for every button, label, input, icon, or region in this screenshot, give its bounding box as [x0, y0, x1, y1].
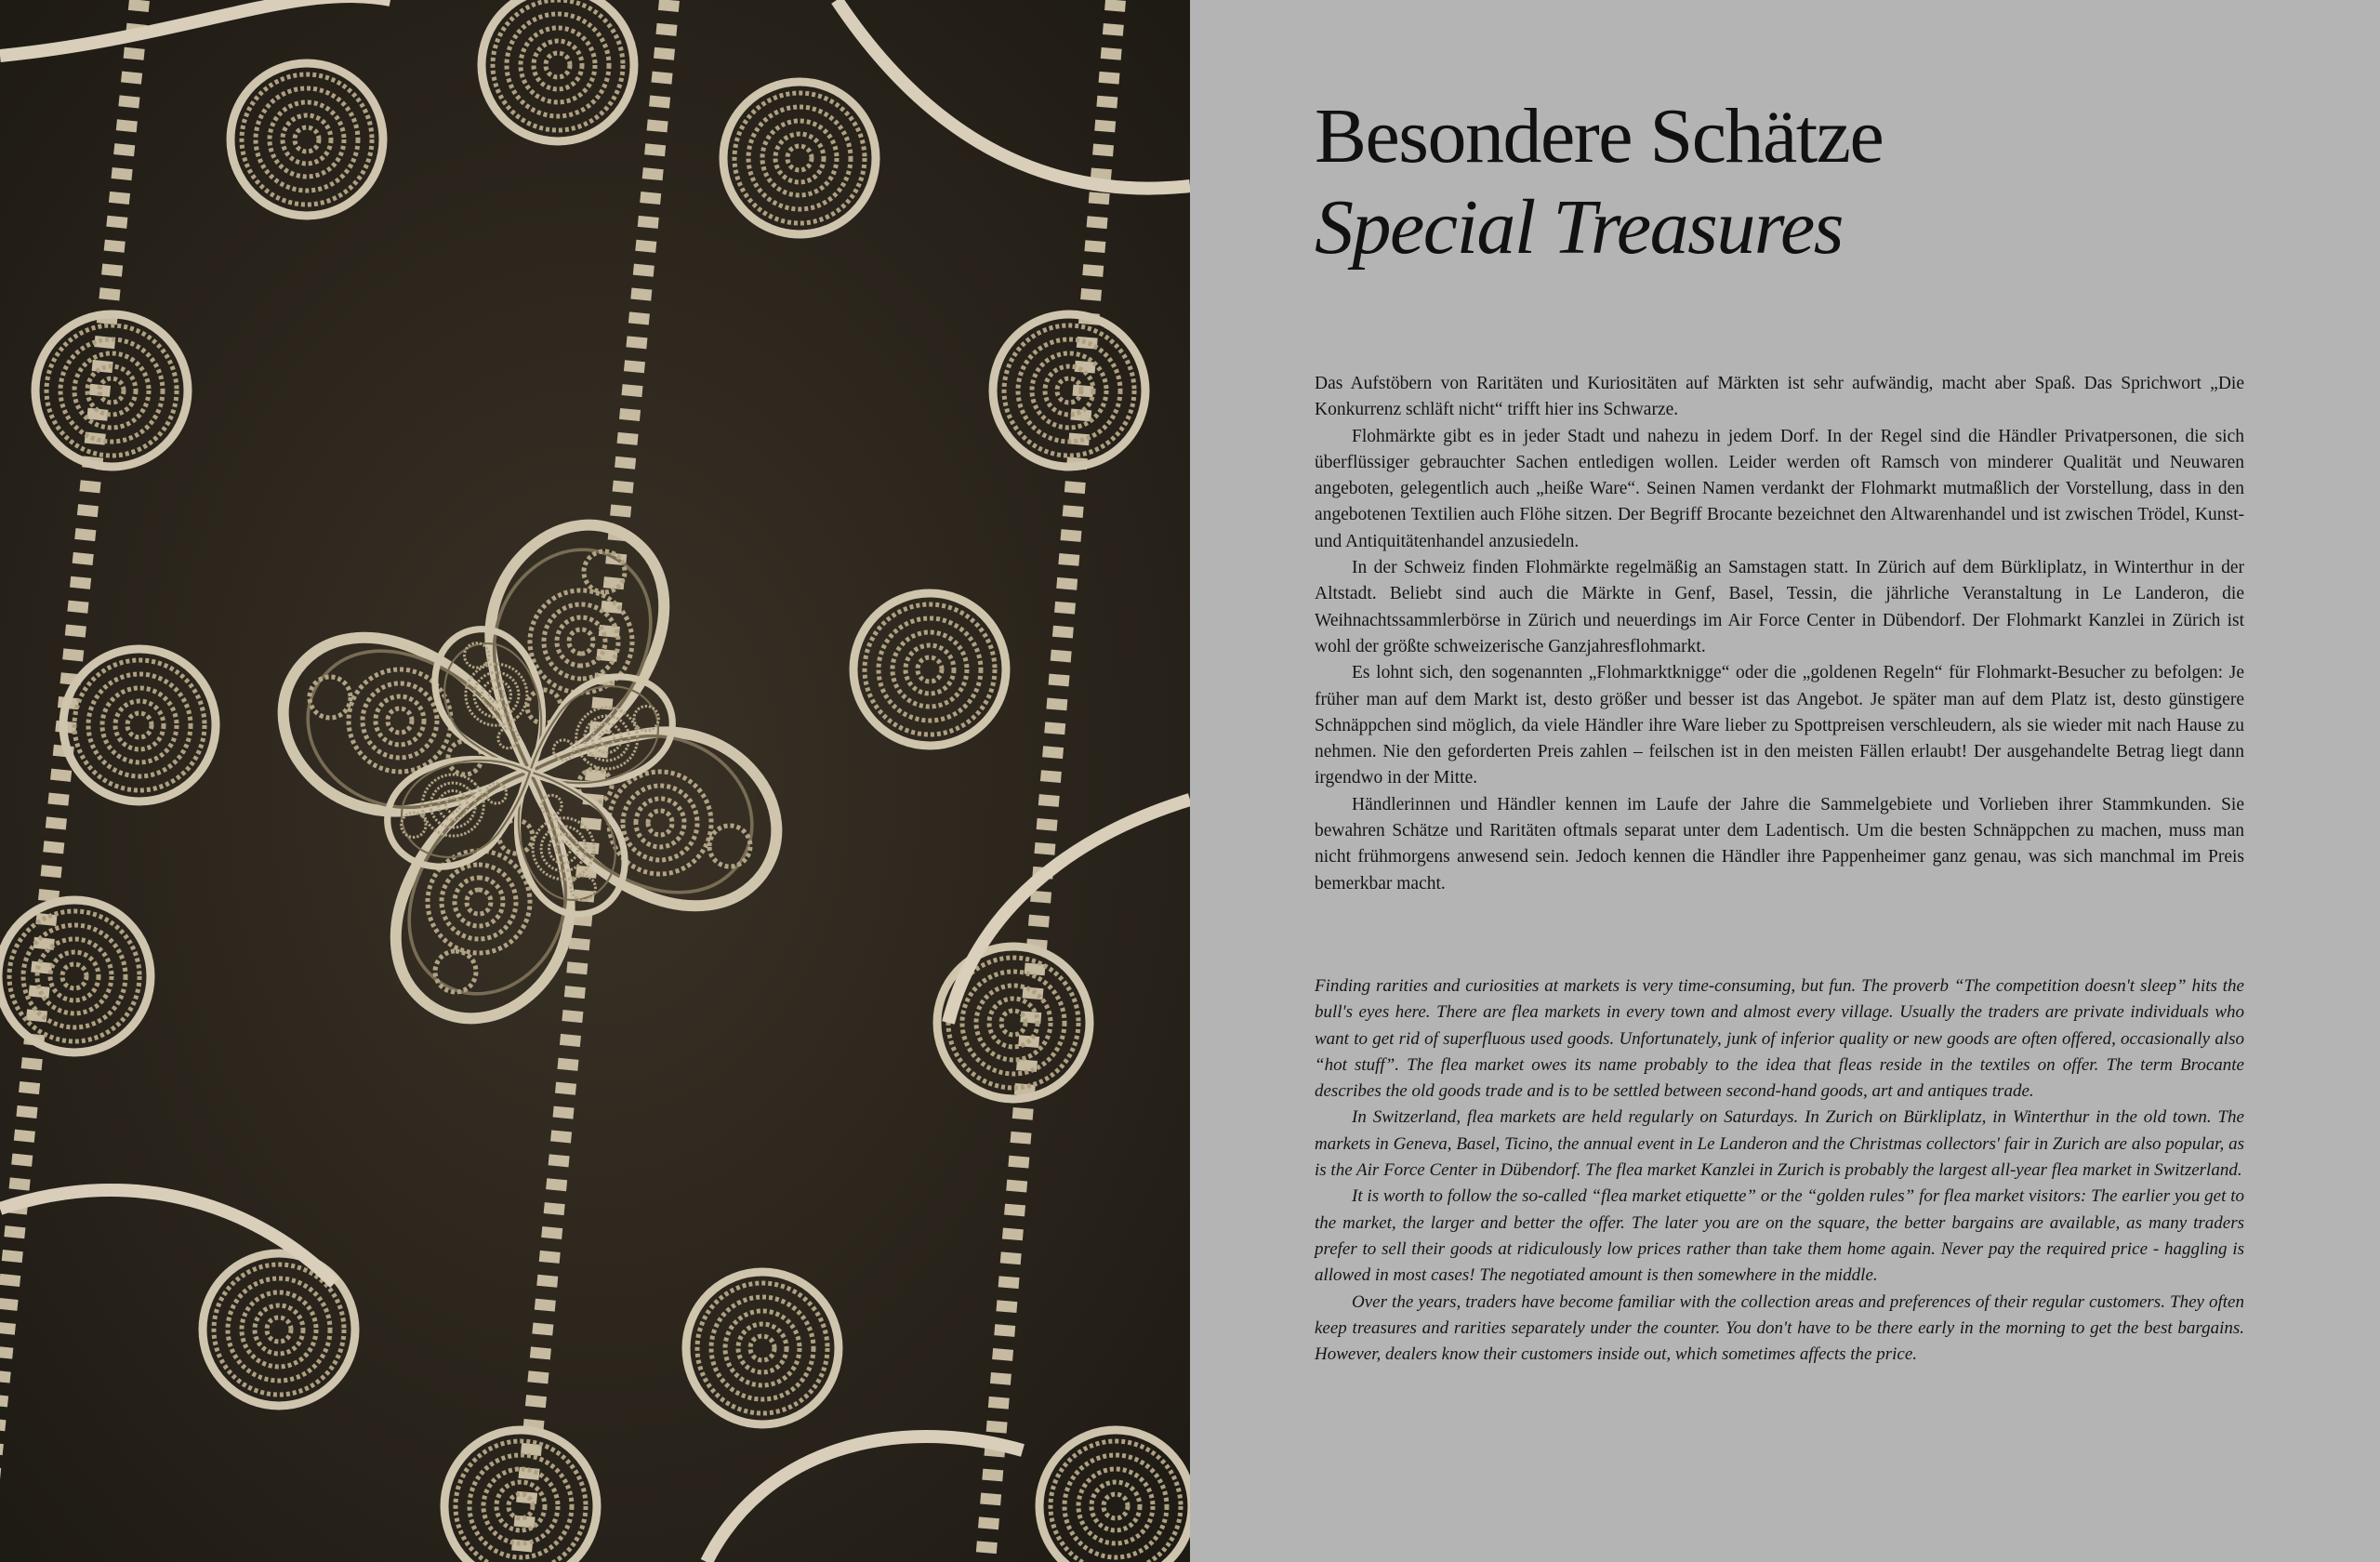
german-paragraph: In der Schweiz finden Flohmärkte regelmäßig an Samstagen statt. In Zürich auf dem Bürkliplatz, in Winterthur in der Altstadt. Beliebt sind auch die Märkte in Genf, Basel, Tessin, die jährliche Veranstaltung in Le Landeron, die Weihnachtssammlerbörse in Zürich und neuerdings im Air Force Center in Dübendorf. Der Flohmarkt Kanzlei in Zürich ist wohl der größte schweizerische Ganzjahresflohmarkt. — [1315, 558, 2244, 656]
english-paragraph: In Switzerland, flea markets are held regularly on Saturdays. In Zurich on Bürkliplatz, in Winterthur in the old town. The markets in Geneva, Basel, Ticino, the annual event in Le Landeron and the Christmas collectors' fair in Zurich are also popular, as is the Air Force Center in Dübendorf. The flea market Kanzlei in Zurich is probably the largest all-year flea market in Switzerland. — [1315, 1107, 2244, 1181]
german-paragraph: Händlerinnen und Händler kennen im Laufe der Jahre die Sammelgebiete und Vorlieben ihrer Stammkunden. Sie bewahren Schätze und Raritäten oftmals separat unter dem Ladentisch. Um die besten Schnäppchen zu machen, muss man nicht frühmorgens anwesend sein. Jedoch kennen die Händler ihre Pappenheimer ganz genau, was sich manchmal im Preis bemerkbar macht. — [1315, 794, 2244, 894]
english-paragraph: Over the years, traders have become familiar with the collection areas and preferences of their regular customers. They often keep treasures and rarities separately under the counter. You don't have to be there early in the morning to get the best bargains. However, dealers know their customers inside out, which sometimes affects the price. — [1315, 1291, 2244, 1365]
page-title-english: Special Treasures — [1315, 184, 1843, 271]
english-paragraph: It is worth to follow the so-called “flea market etiquette” or the “golden rules” for flea market visitors: The earlier you get to the market, the larger and better the offer. The later you are on the square, the better bargains are available, as many traders prefer to sell their goods at ridiculously low prices rather than take them home again. Never pay the required price - haggling is allowed in most cases! The negotiated amount is then somewhere in the middle. — [1315, 1186, 2244, 1286]
page-title-german: Besondere Schätze — [1315, 93, 1884, 179]
english-paragraph: Finding rarities and curiosities at markets is very time-consuming, but fun. The proverb “The competition doesn't sleep” hits the bull's eyes here. There are flea markets in every town and almost every village. Usually the traders are private individuals who want to get rid of superfluous used goods. Unfortunately, junk of inferior quality or new goods are often offered, occasionally also “hot stuff”. The flea market owes its name probably to the idea that fleas reside in the textiles on offer. The term Brocante describes the old goods trade and is to be settled between second-hand goods, art and antiques trade. — [1315, 976, 2244, 1102]
german-paragraph: Das Aufstöbern von Raritäten und Kuriositäten auf Märkten ist sehr aufwändig, macht aber Spaß. Das Sprichwort „Die Konkurrenz schläft nicht“ trifft hier ins Schwarze. — [1315, 374, 2244, 420]
title-block — [1315, 91, 1883, 273]
english-body-text — [1315, 973, 2244, 1368]
german-paragraph: Es lohnt sich, den sogenannten „Flohmarktknigge“ oder die „goldenen Regeln“ für Flohmarkt-Besucher zu befolgen: Je früher man auf dem Markt ist, desto größer und besser ist das Angebot. Je später man auf dem Platz ist, desto günstigere Schnäppchen sind möglich, da viele Händler ihre Ware lieber zu Spottpreisen verschleudern, als sie wieder mit nach Hause zu nehmen. Nie den geforderten Preis zahlen – feilschen ist in den meisten Fällen erlaubt! Der ausgehandelte Betrag liegt dann irgendwo in der Mitte. — [1315, 663, 2244, 788]
german-paragraph: Flohmärkte gibt es in jeder Stadt und nahezu in jedem Dorf. In der Regel sind die Händler Privatpersonen, die sich überflüssiger gebrauchter Sachen entledigen wollen. Leider werden oft Ramsch von minderer Qualität und Neuwaren angeboten, gelegentlich auch „heiße Ware“. Seinen Namen verdankt der Flohmarkt mutmaßlich der Vorstellung, dass in den angebotenen Textilien auch Flöhe sitzen. Der Begriff Brocante bezeichnet den Altwarenhandel und ist zwischen Trödel, Kunst- und Antiquitätenhandel anzusiedeln. — [1315, 426, 2244, 551]
german-body-text — [1315, 371, 2244, 897]
text-page — [1190, 0, 2380, 1562]
